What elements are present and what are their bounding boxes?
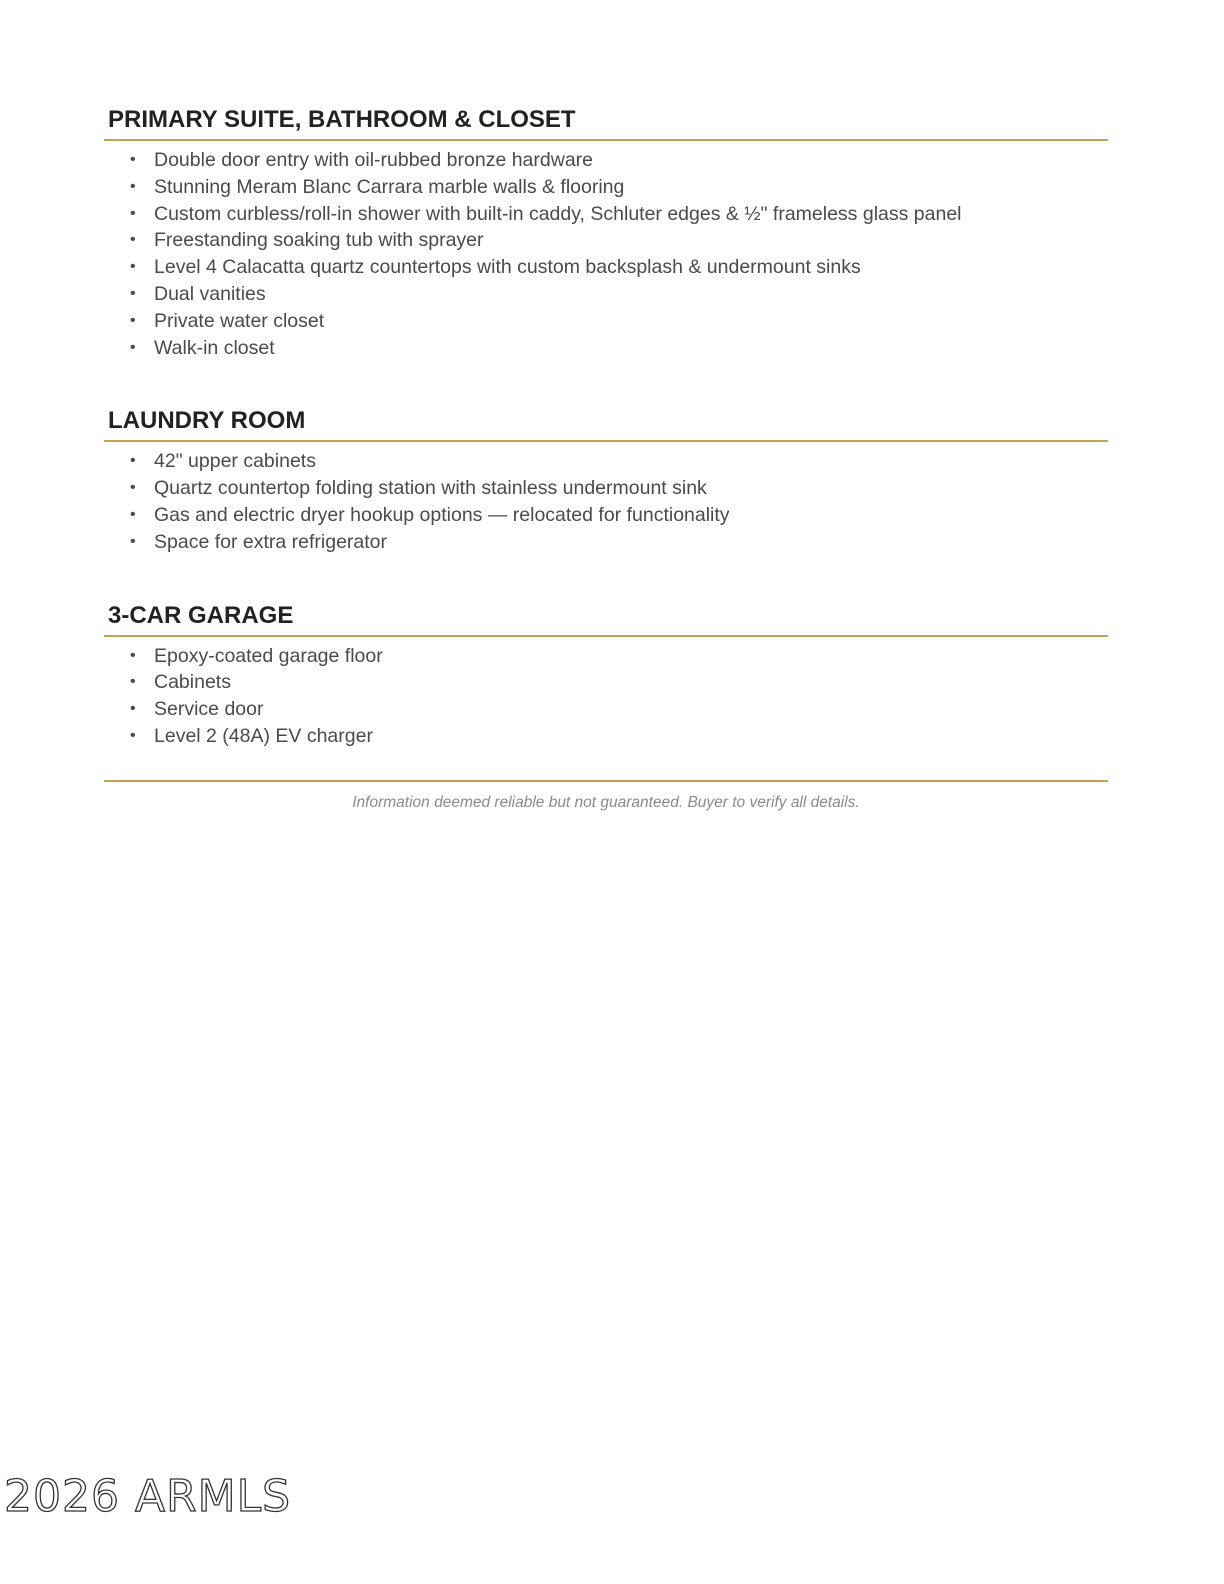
bullet-icon: • — [130, 284, 136, 302]
bullet-icon: • — [130, 479, 136, 497]
bullet-icon: • — [130, 258, 136, 276]
section-divider — [104, 139, 1108, 141]
list-item — [104, 254, 1108, 281]
list-item-text: Space for extra refrigerator — [154, 530, 388, 553]
list-item — [104, 201, 1108, 228]
watermark: 2026 ARMLS — [4, 1471, 292, 1522]
feature-list — [104, 147, 1108, 361]
footer-divider — [104, 780, 1108, 782]
list-item — [104, 723, 1108, 750]
list-item — [104, 308, 1108, 335]
section-title: LAUNDRY ROOM — [108, 407, 306, 435]
list-item-text: Stunning Meram Blanc Carrara marble walls & flooring — [154, 175, 625, 198]
list-item — [104, 335, 1108, 362]
bullet-icon: • — [130, 452, 136, 470]
list-item — [104, 696, 1108, 723]
section-divider — [104, 440, 1108, 442]
list-item-text: Freestanding soaking tub with sprayer — [154, 229, 484, 252]
list-item-text: Walk-in closet — [154, 336, 275, 359]
section-title: 3-CAR GARAGE — [108, 601, 294, 629]
bullet-icon: • — [130, 311, 136, 329]
list-item-text: Custom curbless/roll-in shower with built-in caddy, Schluter edges & ½" frameless glass panel — [154, 202, 962, 225]
list-item — [104, 147, 1108, 174]
section-title: PRIMARY SUITE, BATHROOM & CLOSET — [108, 106, 576, 133]
section-laundry-room — [104, 405, 1108, 555]
list-item-text: Level 4 Calacatta quartz countertops with custom backsplash & undermount sinks — [154, 256, 861, 279]
bullet-icon: • — [130, 673, 136, 691]
section-divider — [104, 635, 1108, 637]
list-item — [104, 502, 1108, 529]
list-item-text: Double door entry with oil-rubbed bronze hardware — [154, 149, 593, 171]
list-item-text: Dual vanities — [154, 282, 266, 305]
document-body — [104, 104, 1108, 812]
list-item — [104, 643, 1108, 670]
list-item-text: Cabinets — [154, 671, 231, 694]
list-item-text: Quartz countertop folding station with stainless undermount sink — [154, 477, 707, 500]
bullet-icon: • — [130, 505, 136, 523]
bullet-icon: • — [130, 204, 136, 222]
list-item-text: Private water closet — [154, 309, 325, 332]
list-item — [104, 227, 1108, 254]
list-item — [104, 281, 1108, 308]
section-garage — [104, 600, 1108, 750]
list-item — [104, 529, 1108, 556]
list-item — [104, 669, 1108, 696]
list-item-text: Epoxy-coated garage floor — [154, 644, 383, 667]
feature-list — [104, 643, 1108, 750]
list-item-text: 42" upper cabinets — [154, 450, 316, 473]
list-item — [104, 448, 1108, 475]
bullet-icon: • — [130, 532, 136, 550]
list-item-text: Service door — [154, 698, 264, 721]
disclaimer-text: Information deemed reliable but not guaranteed. Buyer to verify all details. — [352, 793, 860, 811]
section-primary-suite — [104, 104, 1108, 361]
list-item-text: Level 2 (48A) EV charger — [154, 724, 373, 747]
bullet-icon: • — [130, 700, 136, 718]
list-item-text: Gas and electric dryer hookup options — relocated for functionality — [154, 503, 730, 526]
bullet-icon: • — [130, 231, 136, 249]
list-item — [104, 475, 1108, 502]
bullet-icon: • — [130, 646, 136, 664]
bullet-icon: • — [130, 177, 136, 195]
bullet-icon: • — [130, 338, 136, 356]
list-item — [104, 174, 1108, 201]
feature-list — [104, 448, 1108, 555]
bullet-icon: • — [130, 726, 136, 744]
bullet-icon: • — [130, 151, 136, 168]
